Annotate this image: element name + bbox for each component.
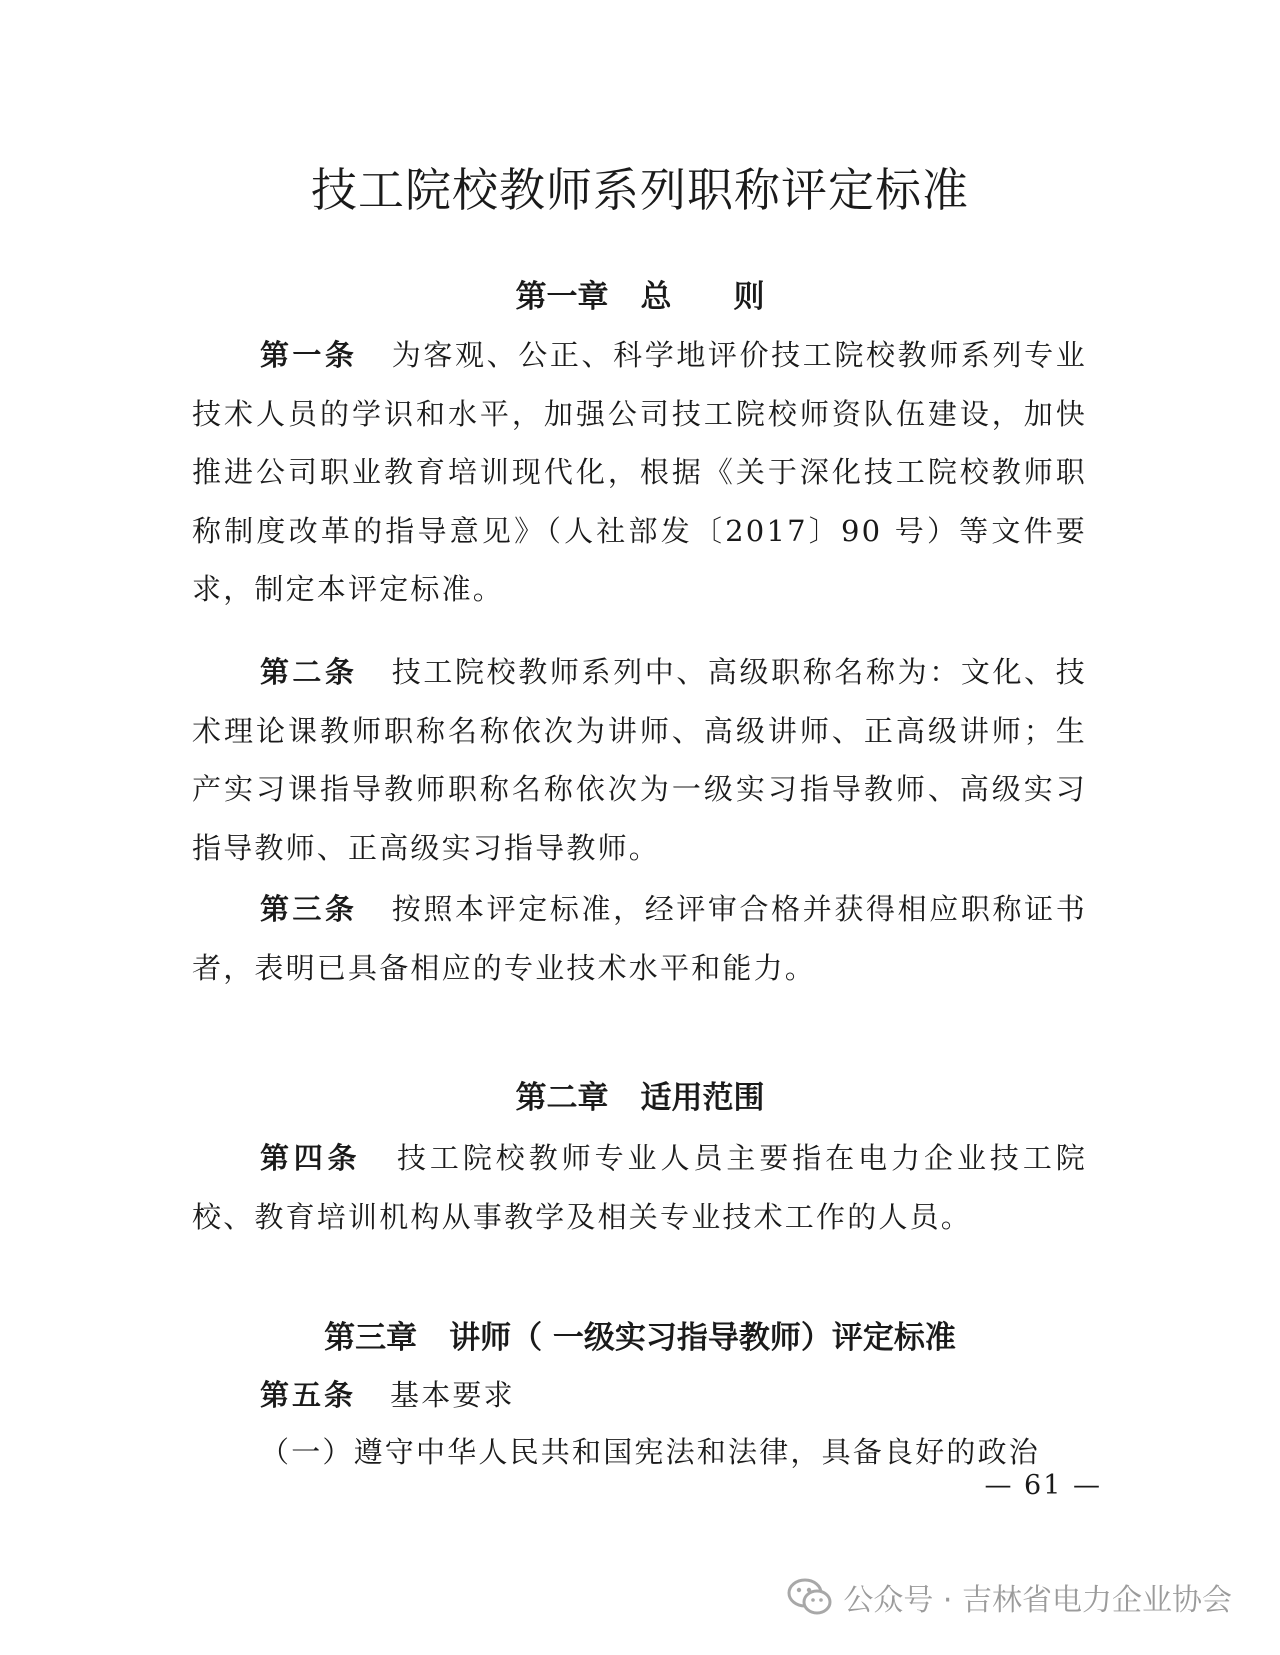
article-3 <box>192 880 1087 997</box>
watermark-text: 公众号 · 吉林省电力企业协会 <box>843 1583 1232 1618</box>
chapter-2-heading <box>0 1078 1280 1118</box>
article-label: 第二条 <box>260 655 358 689</box>
chapter-3-heading <box>0 1318 1280 1358</box>
chapter-name: 总 则 <box>640 279 765 315</box>
chapter-label: 第三章 <box>324 1320 418 1356</box>
chapter-label: 第一章 <box>515 279 609 315</box>
page-number: — 61 — <box>984 1470 1102 1501</box>
chapter-label: 第二章 <box>515 1080 609 1116</box>
article-text: 为客观、公正、科学地评价技工院校教师系列专业技术人员的学识和水平，加强公司技工院校师资队伍建设，加快推进公司职业教育培训现代化，根据《关于深化技工院校教师职称制度改革的指导意见》（人社部发〔2017〕90 号）等文件要求，制定本评定标准。 <box>192 338 1087 606</box>
article-label: 第三条 <box>260 892 358 926</box>
chapter-name: 适用范围 <box>640 1080 765 1116</box>
article-label: 第四条 <box>260 1141 362 1175</box>
article-4 <box>192 1129 1087 1246</box>
article-text: 按照本评定标准，经评审合格并获得相应职称证书者，表明已具备相应的专业技术水平和能力。 <box>192 892 1087 985</box>
item-1-line: （一）遵守中华人民共和国宪法和法律，具备良好的政治 <box>260 1435 1041 1469</box>
article-text: 基本要求 <box>390 1378 515 1412</box>
watermark <box>787 1573 1232 1621</box>
article-label: 第五条 <box>260 1378 357 1412</box>
article-5 <box>260 1366 1155 1425</box>
chapter-1-heading <box>0 277 1280 317</box>
article-label: 第一条 <box>260 338 358 372</box>
article-1 <box>192 326 1087 619</box>
wechat-icon <box>787 1577 833 1617</box>
document-title: 技工院校教师系列职称评定标准 <box>311 163 969 217</box>
chapter-name: 讲师（ 一级实习指导教师）评定标准 <box>449 1320 956 1356</box>
article-2 <box>192 643 1087 877</box>
article-text: 技工院校教师专业人员主要指在电力企业技工院校、教育培训机构从事教学及相关专业技术工作的人员。 <box>192 1141 1087 1234</box>
article-text: 技工院校教师系列中、高级职称名称为：文化、技术理论课教师职称名称依次为讲师、高级讲师、正高级讲师；生产实习课指导教师职称名称依次为一级实习指导教师、高级实习指导教师、正高级实习指导教师。 <box>192 655 1087 865</box>
